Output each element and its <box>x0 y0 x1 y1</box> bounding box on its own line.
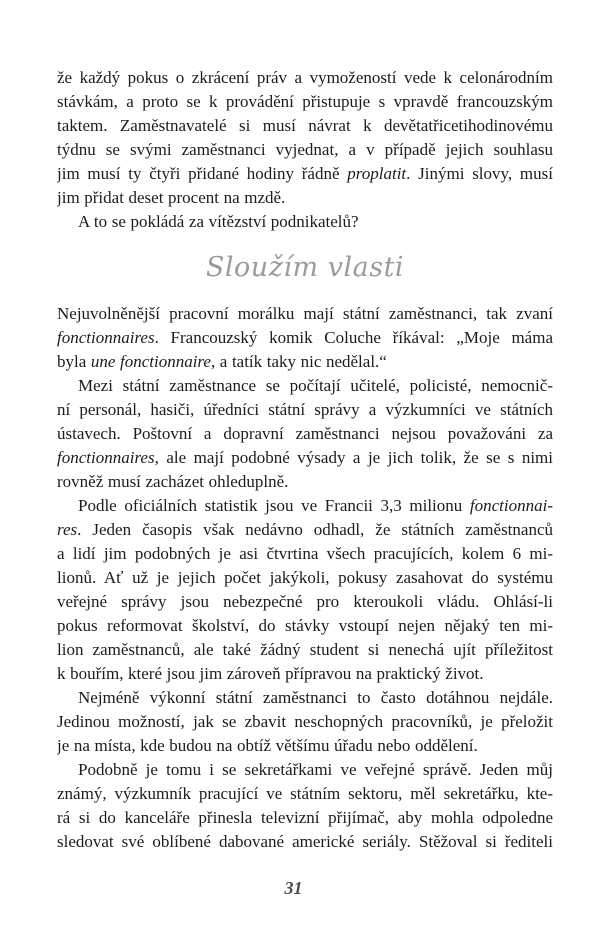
section-heading: Sloužím vlasti <box>205 252 405 283</box>
page-body-bottom <box>0 302 609 854</box>
paragraph <box>57 302 553 374</box>
text-line: A to se pokládá za vítězství podnikatelů? <box>78 212 359 231</box>
text-line: známý, výzkumník pracující ve státním sektoru, měl sekretářku, kte- <box>57 784 553 803</box>
text-line: ní personál, hasiči, úředníci státní správy a výzkumníci ve státních <box>57 400 553 419</box>
text-line: týdnu se svými zaměstnanci vyjednat, a v případě jejich souhlasu <box>57 140 553 159</box>
text-line: je na místa, kde budou na obtíž většímu úřadu nebo oddělení. <box>57 736 478 755</box>
text-line: lionů. Ať už je jejich počet jakýkoli, pokusy zasahovat do systému <box>57 568 553 587</box>
page-body-top <box>0 0 609 234</box>
text-line: Podle oficiálních statistik jsou ve Francii 3,3 milionu fonctionnai- <box>78 496 553 515</box>
page-number: 31 <box>284 878 303 898</box>
text-line: taktem. Zaměstnavatelé si musí návrat k devětatřicetihodinovému <box>57 116 553 135</box>
text-line: ústavech. Poštovní a dopravní zaměstnanci nejsou považováni za <box>57 424 553 443</box>
paragraph <box>57 374 553 494</box>
text-line: fonctionnaires, ale mají podobné výsady a je jich tolik, že se s nimi <box>57 448 553 467</box>
text-line: byla une fonctionnaire, a tatík taky nic nedělal.“ <box>57 352 387 371</box>
text-line: k bouřím, které jsou jim zároveň přípravou na praktický život. <box>57 664 484 683</box>
text-line: Mezi státní zaměstnance se počítají učitelé, policisté, nemocnič- <box>78 376 553 395</box>
text-line: Jedinou možností, jak se zbavit neschopných pracovníků, je přeložit <box>57 712 553 731</box>
text-line: jim přidat deset procent na mzdě. <box>57 188 286 207</box>
paragraph <box>57 686 553 758</box>
text-line: jim musí ty čtyři přidané hodiny řádně proplatit. Jinými slovy, musí <box>57 164 553 183</box>
text-line: rá si do kanceláře přinesla televizní přijímač, aby mohla odpoledne <box>57 808 553 827</box>
text-line: rovněž musí zacházet ohleduplně. <box>57 472 289 491</box>
text-line: fonctionnaires. Francouzský komik Coluche říkával: „Moje máma <box>57 328 553 347</box>
text-line: res. Jeden časopis však nedávno odhadl, že státních zaměstnanců <box>57 520 553 539</box>
text-line: sledovat své oblíbené dabované americké seriály. Stěžoval si řediteli <box>57 832 553 851</box>
text-line: pokus reformovat školství, do stávky vstoupí nejen nějaký ten mi- <box>57 616 553 635</box>
text-line: lion zaměstnanců, ale také žádný student si nenechá ujít příležitost <box>57 640 553 659</box>
text-line: Nejméně výkonní státní zaměstnanci to často dotáhnou nejdále. <box>78 688 553 707</box>
text-line: že každý pokus o zkrácení práv a vymožeností vede k celonárodním <box>57 68 553 87</box>
paragraph <box>57 210 553 234</box>
text-line: a lidí jim podobných je asi čtvrtina všech pracujících, kolem 6 mi- <box>57 544 553 563</box>
text-line: stávkám, a proto se k provádění přistupuje s vpravdě francouzským <box>57 92 553 111</box>
paragraph <box>57 494 553 686</box>
paragraph <box>57 758 553 854</box>
text-line: Nejuvolněnější pracovní morálku mají státní zaměstnanci, tak zvaní <box>57 304 553 323</box>
paragraph <box>57 66 553 210</box>
text-line: veřejné správy jsou nebezpečné pro kteroukoli vládu. Ohlásí-li <box>57 592 553 611</box>
text-line: Podobně je tomu i se sekretářkami ve veřejné správě. Jeden můj <box>78 760 553 779</box>
